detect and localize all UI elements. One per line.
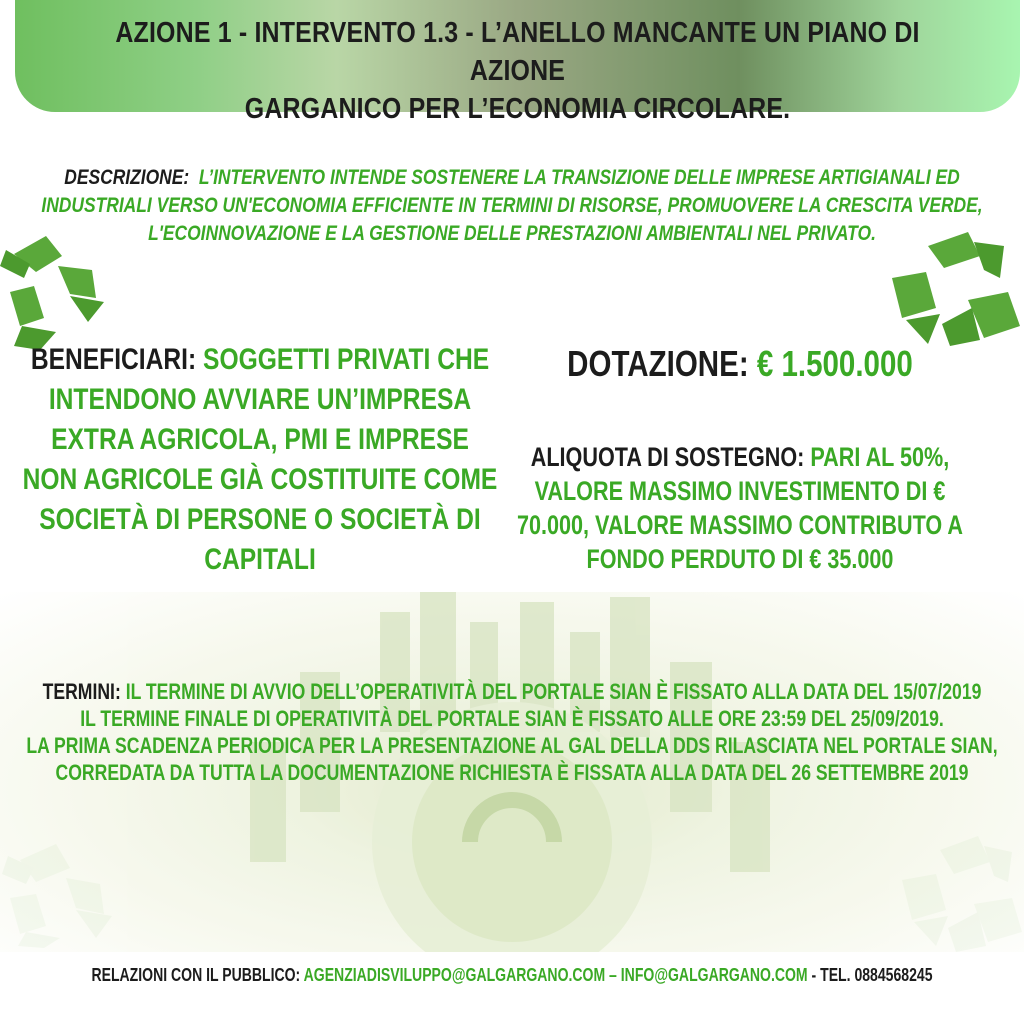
dotazione-label: DOTAZIONE: [567, 343, 749, 384]
footer-phone: - TEL. 0884568245 [811, 965, 933, 985]
description-label: DESCRIZIONE: [64, 166, 190, 189]
header-banner [15, 0, 1020, 125]
footer-contacts [0, 963, 1024, 987]
title-line-1: AZIONE 1 - INTERVENTO 1.3 - L’ANELLO MANCANTE UN PIANO DI AZIONE [115, 17, 920, 87]
termini-line-2: IL TERMINE FINALE DI OPERATIVITÀ DEL PORTALE SIAN È FISSATO ALLE ORE 23:59 DEL 25/09/2019. [80, 706, 944, 731]
termini-section [0, 678, 1024, 786]
termini-label: TERMINI: [42, 679, 121, 704]
termini-line-1: IL TERMINE DI AVVIO DELL’OPERATIVITÀ DEL PORTALE SIAN È FISSATO ALLA DATA DEL 15/07/2019 [125, 679, 982, 704]
beneficiari-section [20, 340, 500, 580]
title-line-2: GARGANICO PER L’ECONOMIA CIRCOLARE. [244, 93, 791, 125]
beneficiari-label: BENEFICIARI: [30, 343, 197, 376]
email-link-info[interactable]: INFO@GALGARGANO.COM [620, 965, 808, 985]
termini-line-3: LA PRIMA SCADENZA PERIODICA PER LA PRESENTAZIONE AL GAL DELLA DDS RILASCIATA NEL PORTALE SIAN, [26, 733, 998, 758]
dotazione-section [540, 342, 940, 386]
email-link-agenzia[interactable]: AGENZIADISVILUPPO@GALGARGANO.COM [303, 965, 606, 985]
dotazione-value: € 1.500.000 [756, 343, 913, 384]
footer-label: RELAZIONI CON IL PUBBLICO: [91, 965, 301, 985]
aliquota-label: ALIQUOTA DI SOSTEGNO: [530, 442, 805, 472]
recycle-icon [888, 228, 1024, 352]
page-title [103, 14, 933, 128]
recycle-icon [0, 222, 110, 352]
termini-line-4: CORREDATA DA TUTTA LA DOCUMENTAZIONE RICHIESTA È FISSATA ALLA DATA DEL 26 SETTEMBRE 2019 [55, 760, 969, 785]
description-section [0, 164, 1024, 248]
aliquota-section [500, 440, 980, 576]
beneficiari-text: SOGGETTI PRIVATI CHE INTENDONO AVVIARE UN’IMPRESA EXTRA AGRICOLA, PMI E IMPRESE NON AGRICOLE GIÀ COSTITUITE COME SOCIETÀ DI PERSONE O SOCIETÀ DI CAPITALI [22, 343, 498, 576]
description-text: L’INTERVENTO INTENDE SOSTENERE LA TRANSIZIONE DELLE IMPRESE ARTIGIANALI ED INDUSTRIALI VERSO UN'ECONOMIA EFFICIENTE IN TERMINI DI RISORSE, PROMUOVERE LA CRESCITA VERDE, L'ECOINNOVAZIONE E LA GESTIONE DELLE PRESTAZIONI AMBIENTALI NEL PRIVATO. [41, 166, 983, 245]
footer-separator: – [609, 965, 617, 985]
aliquota-text: PARI AL 50%, VALORE MASSIMO INVESTIMENTO DI € 70.000, VALORE MASSIMO CONTRIBUTO A FONDO PERDUTO DI € 35.000 [516, 442, 964, 574]
